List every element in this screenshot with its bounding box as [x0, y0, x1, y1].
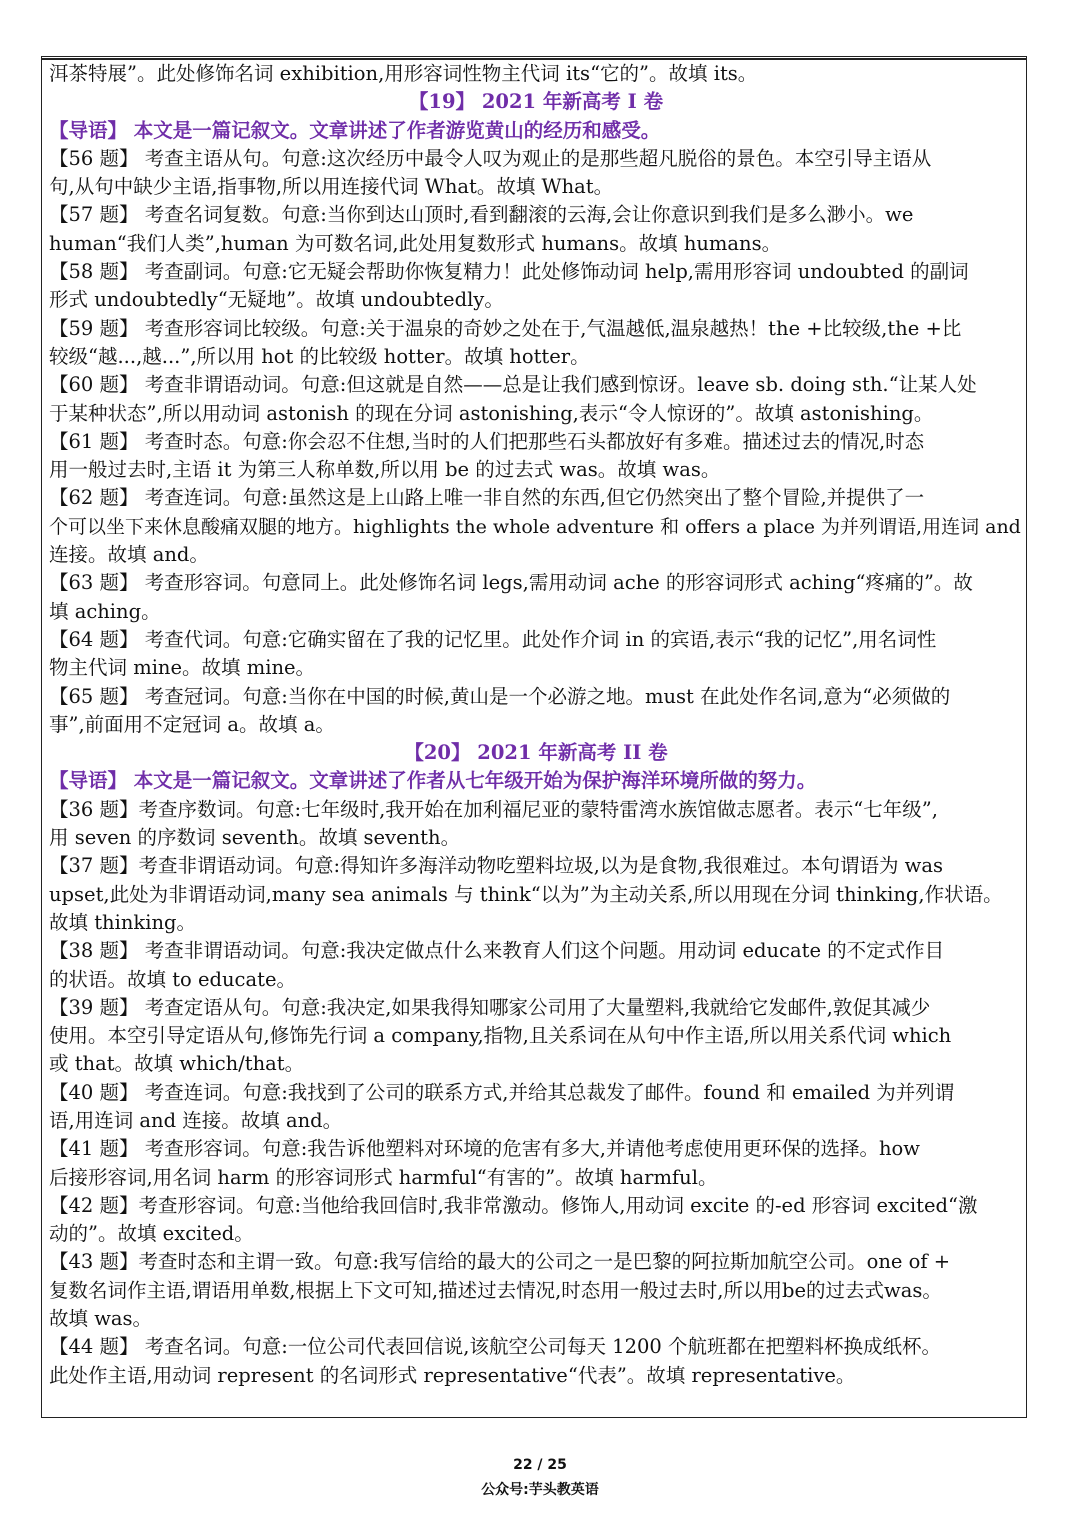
text-line: 个可以坐下来休息酸痛双腿的地方。highlights the whole adventure 和 offers a place 为并列谓语,用连词 and	[49, 515, 1021, 538]
text-line: 【42 题】考查形容词。句意:当他给我回信时,我非常激动。修饰人,用动词 excite 的-ed 形容词 excited“激	[49, 1193, 978, 1217]
page-number: 22 / 25	[513, 1457, 567, 1473]
answer-explanations	[49, 60, 1023, 1390]
footer-account: 公众号:芋头教英语	[481, 1482, 599, 1498]
text-line: 【43 题】考查时态和主谓一致。句意:我写信给的最大的公司之一是巴黎的阿拉斯加航空公司。one of +	[49, 1250, 951, 1274]
text-line: 故填 thinking。	[49, 910, 196, 934]
text-line: 物主代词 mine。故填 mine。	[49, 656, 316, 680]
text-line: 故填 was。	[49, 1307, 153, 1331]
text-line: 较级“越...,越...”,所以用 hot 的比较级 hotter。故填 hotter。	[49, 344, 590, 368]
section-intro: 【导语】 本文是一篇记叙文。文章讲述了作者游览黄山的经历和感受。	[49, 118, 661, 142]
text-line: 于某种状态”,所以用动词 astonish 的现在分词 astonishing,表示“令人惊讶的”。故填 astonishing。	[49, 401, 934, 425]
text-line: 【64 题】 考查代词。句意:它确实留在了我的记忆里。此处作介词 in 的宾语,表示“我的记忆”,用名词性	[49, 627, 937, 651]
text-line: 的状语。故填 to educate。	[49, 967, 296, 991]
text-line: 用一般过去时,主语 it 为第三人称单数,所以用 be 的过去式 was。故填 was。	[49, 458, 721, 482]
text-line: 连接。故填 and。	[49, 543, 209, 567]
text-line: 【40 题】 考查连词。句意:我找到了公司的联系方式,并给其总裁发了邮件。found 和 emailed 为并列谓	[49, 1080, 955, 1104]
text-line: 【60 题】 考查非谓语动词。句意:但这就是自然——总是让我们感到惊讶。leave sb. doing sth.“让某人处	[49, 373, 977, 397]
text-line: 【61 题】 考查时态。句意:你会忍不住想,当时的人们把那些石头都放好有多难。描述过去的情况,时态	[49, 429, 925, 453]
text-line: 【39 题】 考查定语从句。句意:我决定,如果我得知哪家公司用了大量塑料,我就给它发邮件,敦促其减少	[49, 995, 931, 1019]
section-heading: 【20】 2021 年新高考 II 卷	[404, 741, 668, 765]
text-line: 【59 题】 考查形容词比较级。句意:关于温泉的奇妙之处在于,气温越低,温泉越热！the +比较级,the +比	[49, 316, 962, 340]
text-line: 填 aching。	[49, 599, 161, 623]
text-line: 【38 题】 考查非谓语动词。句意:我决定做点什么来教育人们这个问题。用动词 educate 的不定式作目	[49, 939, 945, 963]
text-line: 【65 题】 考查冠词。句意:当你在中国的时候,黄山是一个必游之地。must 在此处作名词,意为“必须做的	[49, 684, 951, 708]
text-line: upset,此处为非谓语动词,many sea animals 与 think“以为”为主动关系,所以用现在分词 thinking,作状语。	[49, 882, 1003, 906]
text-line: 语,用连词 and 连接。故填 and。	[49, 1108, 343, 1132]
text-line: 【63 题】 考查形容词。句意同上。此处修饰名词 legs,需用动词 ache 的形容词形式 aching“疼痛的”。故	[49, 571, 973, 595]
text-line: 【56 题】 考查主语从句。句意:这次经历中最令人叹为观止的是那些超凡脱俗的景色。本空引导主语从	[49, 146, 932, 170]
text-line: 【58 题】 考查副词。句意:它无疑会帮助你恢复精力！此处修饰动词 help,需用形容词 undoubted 的副词	[49, 260, 969, 284]
text-line: 后接形容词,用名词 harm 的形容词形式 harmful“有害的”。故填 harmful。	[49, 1165, 718, 1189]
text-line: 事”,前面用不定冠词 a。故填 a。	[49, 712, 335, 736]
section-intro: 【导语】 本文是一篇记叙文。文章讲述了作者从七年级开始为保护海洋环境所做的努力。	[49, 769, 817, 793]
section-heading: 【19】 2021 年新高考 I 卷	[408, 90, 664, 114]
text-line: 【36 题】考查序数词。句意:七年级时,我开始在加利福尼亚的蒙特雷湾水族馆做志愿者。表示“七年级”,	[49, 797, 938, 821]
text-line: 形式 undoubtedly“无疑地”。故填 undoubtedly。	[49, 288, 504, 312]
text-line: 动的”。故填 excited。	[49, 1222, 254, 1246]
text-line: 或 that。故填 which/that。	[49, 1052, 305, 1076]
text-line: 【57 题】 考查名词复数。句意:当你到达山顶时,看到翻滚的云海,会让你意识到我们是多么渺小。we	[49, 203, 914, 227]
text-line: 洱茶特展”。此处修饰名词 exhibition,用形容词性物主代词 its“它的”。故填 its。	[49, 62, 758, 85]
text-line: 复数名词作主语,谓语用单数,根据上下文可知,描述过去情况,时态用一般过去时,所以用be的过去式was。	[49, 1278, 942, 1302]
text-line: 使用。本空引导定语从句,修饰先行词 a company,指物,且关系词在从句中作主语,所以用关系代词 which	[49, 1024, 952, 1048]
text-line: 【62 题】 考查连词。句意:虽然这是上山路上唯一非自然的东西,但它仍然突出了整个冒险,并提供了一	[49, 486, 925, 510]
text-line: 【41 题】 考查形容词。句意:我告诉他塑料对环境的危害有多大,并请他考虑使用更环保的选择。how	[49, 1137, 920, 1161]
text-line: 【37 题】考查非谓语动词。句意:得知许多海洋动物吃塑料垃圾,以为是食物,我很难过。本句谓语为 was	[49, 854, 944, 878]
text-line: 此处作主语,用动词 represent 的名词形式 representative“代表”。故填 representative。	[49, 1363, 856, 1387]
text-line: 【44 题】 考查名词。句意:一位公司代表回信说,该航空公司每天 1200 个航班都在把塑料杯换成纸杯。	[49, 1335, 942, 1359]
text-line: human“我们人类”,human 为可数名词,此处用复数形式 humans。故填 humans。	[49, 231, 782, 255]
text-line: 用 seven 的序数词 seventh。故填 seventh。	[49, 826, 461, 850]
text-line: 句,从句中缺少主语,指事物,所以用连接代词 What。故填 What。	[49, 175, 614, 199]
